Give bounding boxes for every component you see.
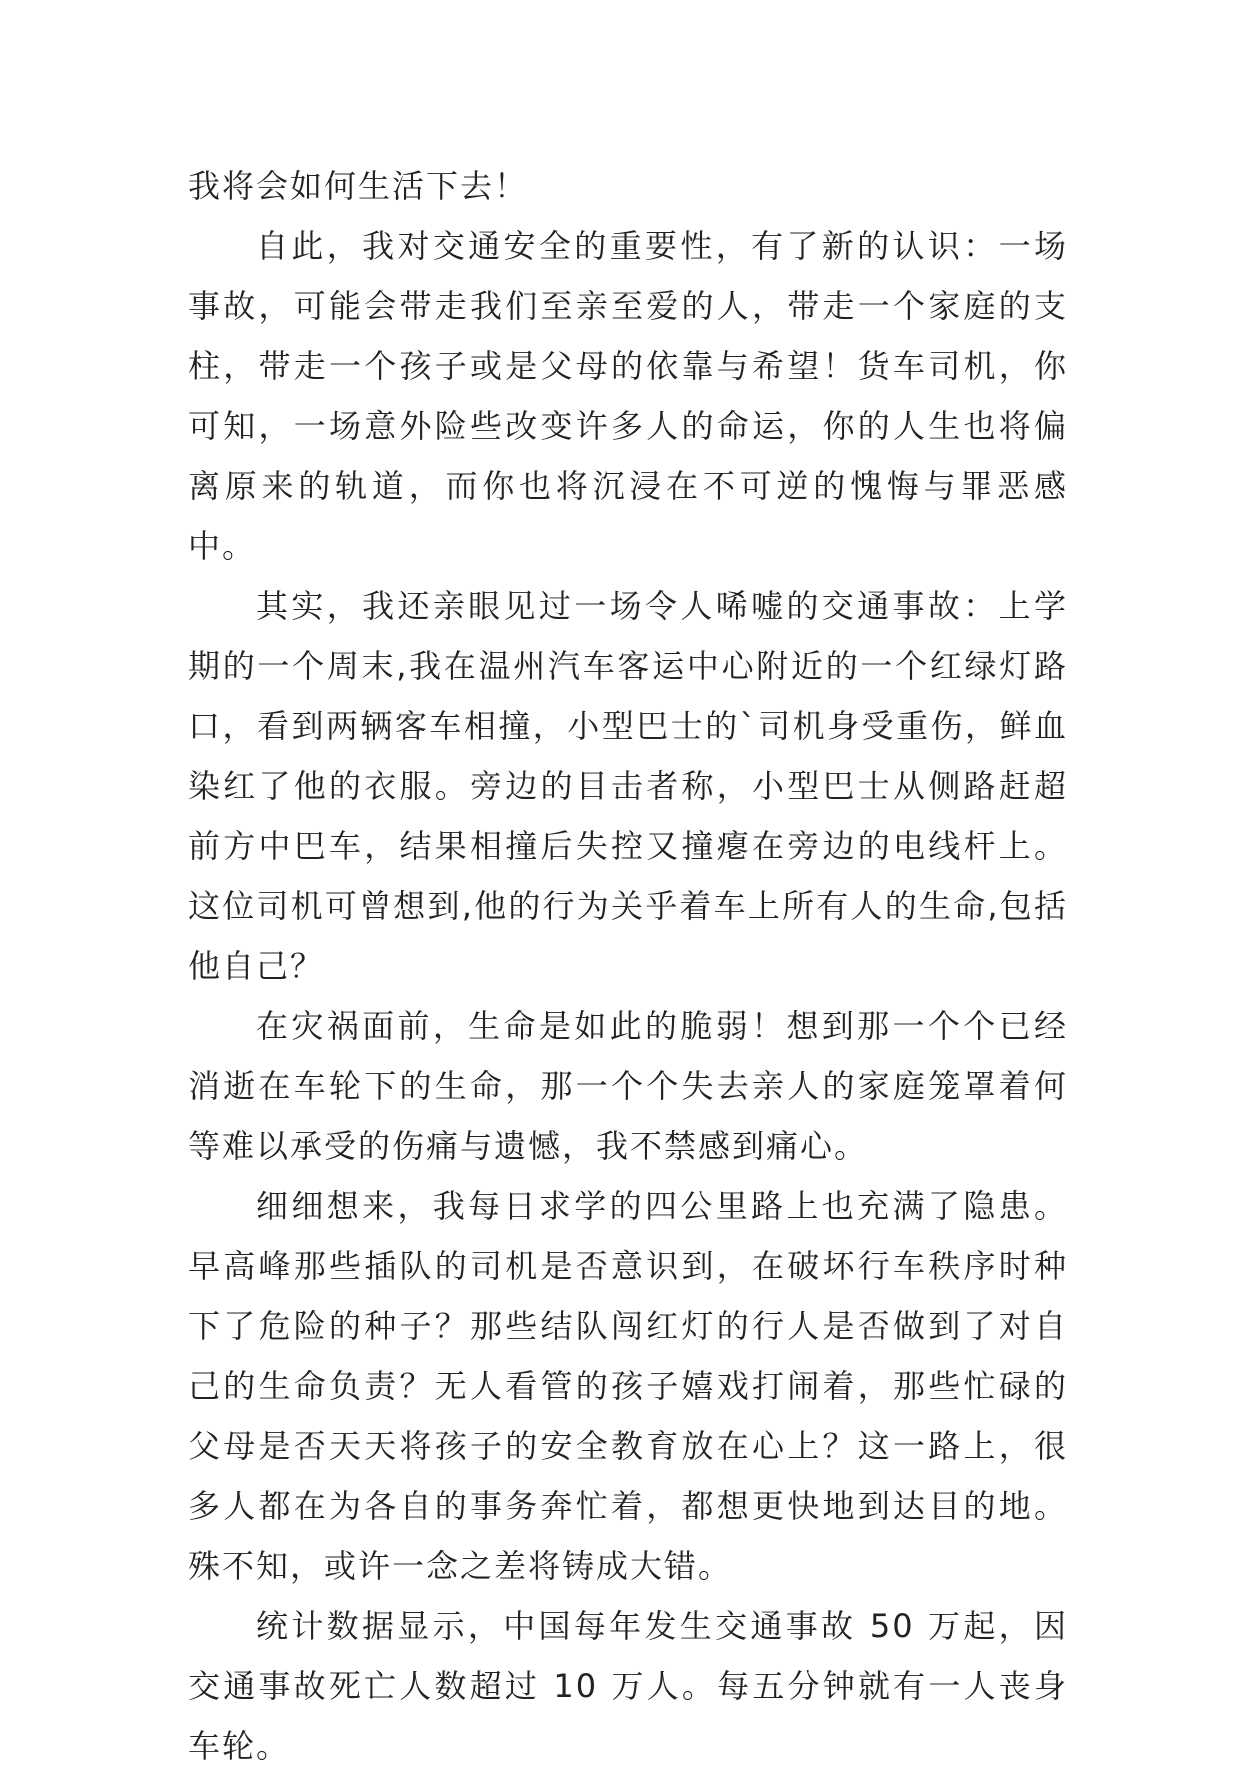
paragraph-3: 其实，我还亲眼见过一场令人唏嘘的交通事故：上学期的一个周末,我在温州汽车客运中心附近的一个红绿灯路口，看到两辆客车相撞，小型巴士的`司机身受重伤，鲜血染红了他的衣服。旁边的目击者称，小型巴士从侧路赶超前方中巴车，结果相撞后失控又撞瘪在旁边的电线杆上。这位司机可曾想到,他的行为关乎着车上所有人的生命,包括他自己？ bbox=[188, 587, 1068, 985]
document-body bbox=[188, 156, 1068, 1776]
paragraph-6: 统计数据显示，中国每年发生交通事故 50 万起，因交通事故死亡人数超过 10 万人。每五分钟就有一人丧身车轮。 bbox=[188, 1607, 1068, 1765]
paragraph-1: 我将会如何生活下去！ bbox=[188, 167, 529, 205]
paragraph-4: 在灾祸面前，生命是如此的脆弱！想到那一个个已经消逝在车轮下的生命，那一个个失去亲人的家庭笼罩着何等难以承受的伤痛与遗憾，我不禁感到痛心。 bbox=[188, 1007, 1068, 1165]
paragraph-2: 自此，我对交通安全的重要性，有了新的认识：一场事故，可能会带走我们至亲至爱的人，带走一个家庭的支柱，带走一个孩子或是父母的依靠与希望！货车司机，你可知，一场意外险些改变许多人的命运，你的人生也将偏离原来的轨道，而你也将沉浸在不可逆的愧悔与罪恶感中。 bbox=[188, 227, 1068, 565]
paragraph-5: 细细想来，我每日求学的四公里路上也充满了隐患。早高峰那些插队的司机是否意识到，在破坏行车秩序时种下了危险的种子？那些结队闯红灯的行人是否做到了对自己的生命负责？无人看管的孩子嬉戏打闹着，那些忙碌的父母是否天天将孩子的安全教育放在心上？这一路上，很多人都在为各自的事务奔忙着，都想更快地到达目的地。殊不知，或许一念之差将铸成大错。 bbox=[188, 1187, 1068, 1585]
